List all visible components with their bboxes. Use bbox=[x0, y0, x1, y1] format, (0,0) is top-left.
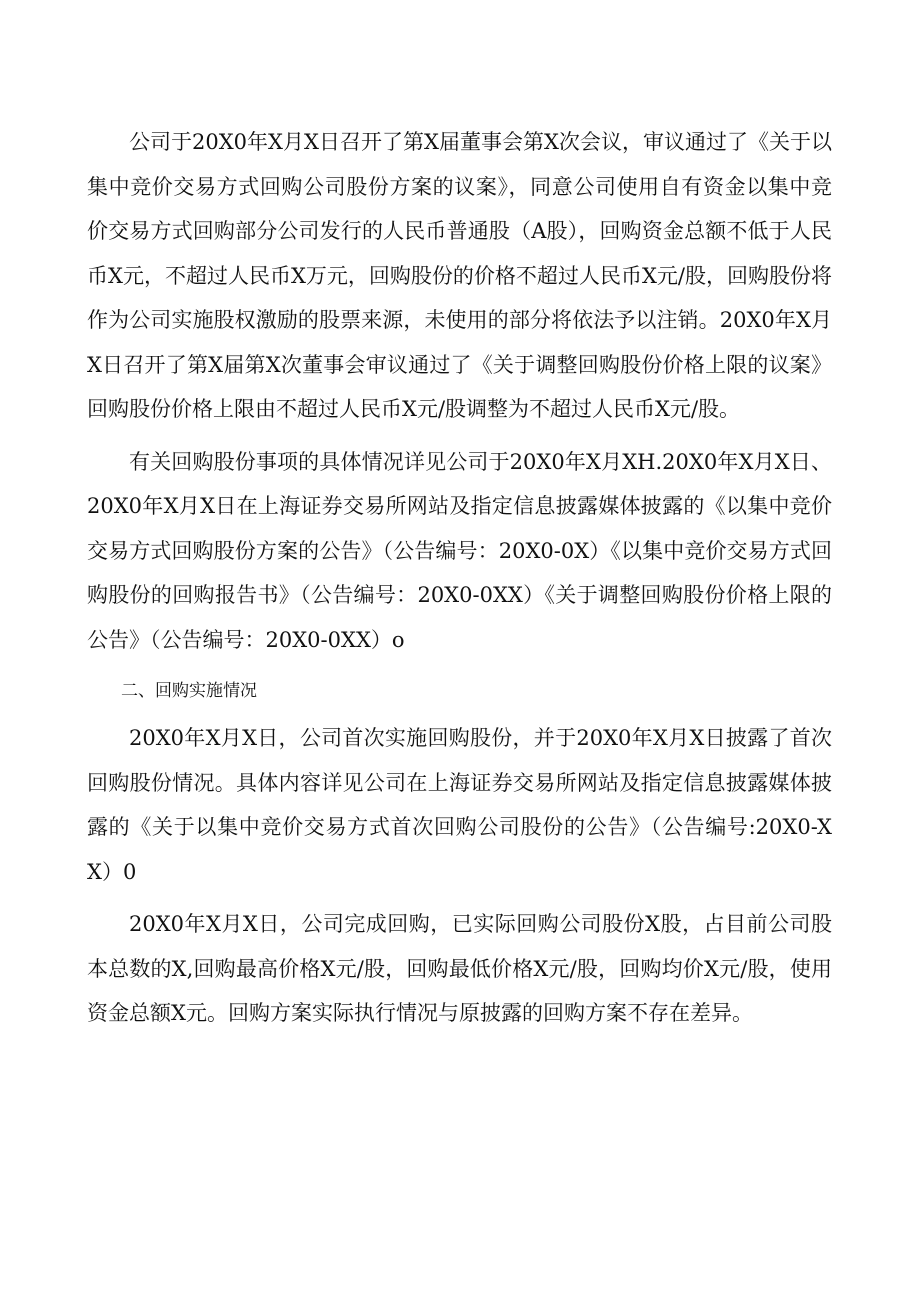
section-heading-repurchase-implementation: 二、回购实施情况 bbox=[121, 681, 257, 701]
document-page bbox=[87, 120, 832, 1036]
paragraph-repurchase-completion: 20X0年X月X日，公司完成回购，已实际回购公司股份X股，占目前公司股本总数的X,回购最高价格X元/股，回购最低价格X元/股，回购均价X元/股，使用资金总额X元。回购方案实际执行情况与原披露的回购方案不存在差异。 bbox=[87, 912, 832, 1025]
paragraph-board-resolution: 公司于20X0年X月X日召开了第X届董事会第X次会议，审议通过了《关于以集中竞价交易方式回购公司股份方案的议案》，同意公司使用自有资金以集中竞价交易方式回购部分公司发行的人民币普通股（A股），回购资金总额不低于人民币X元，不超过人民币X万元，回购股份的价格不超过人民币X元/股，回购股份将作为公司实施股权激励的股票来源，未使用的部分将依法予以注销。20X0年X月X日召开了第X届第X次董事会审议通过了《关于调整回购股份价格上限的议案》回购股份价格上限由不超过人民币X元/股调整为不超过人民币X元/股。 bbox=[87, 130, 832, 421]
paragraph-announcement-references: 有关回购股份事项的具体情况详见公司于20X0年X月XH.20X0年X月X日、20X0年X月X日在上海证券交易所网站及指定信息披露媒体披露的《以集中竞价交易方式回购股份方案的公告》（公告编号：20X0-0X）《以集中竞价交易方式回购股份的回购报告书》（公告编号：20X0-0XX）《关于调整回购股份价格上限的公告》（公告编号：20X0-0XX）o bbox=[87, 449, 832, 652]
paragraph-first-repurchase: 20X0年X月X日，公司首次实施回购股份，并于20X0年X月X日披露了首次回购股份情况。具体内容详见公司在上海证券交易所网站及指定信息披露媒体披露的《关于以集中竞价交易方式首次回购公司股份的公告》（公告编号:20X0-XX）0 bbox=[87, 726, 832, 884]
